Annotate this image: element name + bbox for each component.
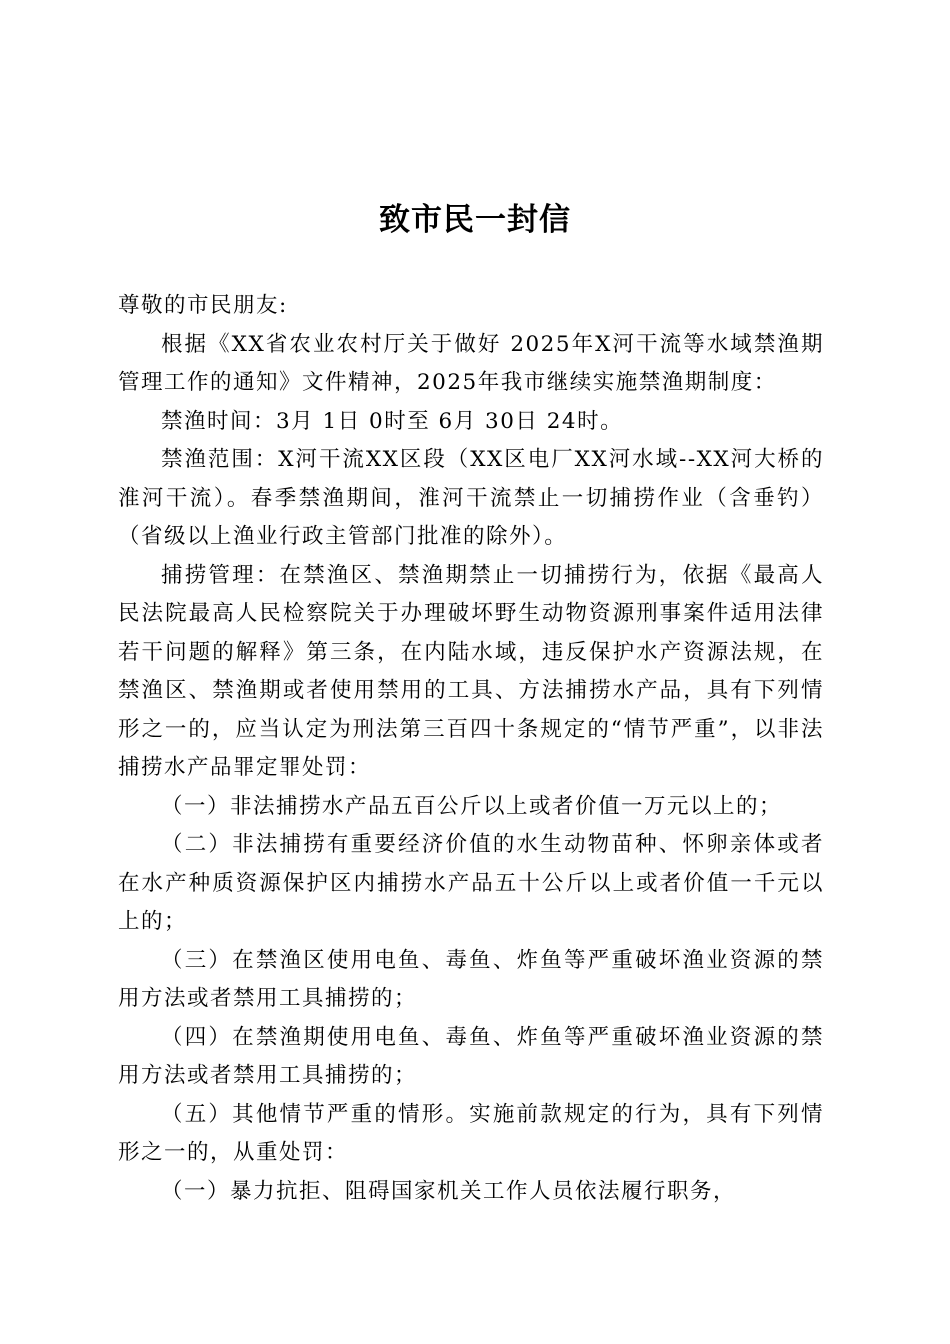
letter-title: 致市民一封信 [379,202,571,238]
aggravating-item-1: （一）暴力抗拒、阻碍国家机关工作人员依法履行职务， [161,1178,737,1204]
paragraph-basis: 根据《XX省农业农村厅关于做好 2025年X河干流等水域禁渔期管理工作的通知》文件精神，2025年我市继续实施禁渔期制度： [118,331,824,395]
clause-item-4: （四）在禁渔期使用电鱼、毒鱼、炸鱼等严重破坏渔业资源的禁用方法或者禁用工具捕捞的； [118,1024,824,1088]
letter-body [118,287,824,1211]
paragraph-ban-area: 禁渔范围：X河干流XX区段（XX区电厂XX河水域--XX河大桥的淮河干流）。春季禁渔期间，淮河干流禁止一切捕捞作业（含垂钓）（省级以上渔业行政主管部门批准的除外）。 [118,447,824,549]
clause-item-3: （三）在禁渔区使用电鱼、毒鱼、炸鱼等严重破坏渔业资源的禁用方法或者禁用工具捕捞的； [118,947,824,1011]
clause-item-2: （二）非法捕捞有重要经济价值的水生动物苗种、怀卵亲体或者在水产种质资源保护区内捕捞水产品五十公斤以上或者价值一千元以上的； [118,832,824,934]
clause-item-5: （五）其他情节严重的情形。实施前款规定的行为，具有下列情形之一的，从重处罚： [118,1101,824,1165]
paragraph-ban-period: 禁渔时间：3月 1日 0时至 6月 30日 24时。 [161,408,624,434]
paragraph-fishing-management: 捕捞管理：在禁渔区、禁渔期禁止一切捕捞行为，依据《最高人民法院最高人民检察院关于办理破坏野生动物资源刑事案件适用法律若干问题的解释》第三条，在内陆水域，违反保护水产资源法规，在禁渔区、禁渔期或者使用禁用的工具、方法捕捞水产品，具有下列情形之一的，应当认定为刑法第三百四十条规定的“情节严重”，以非法捕捞水产品罪定罪处罚： [118,562,824,780]
clause-item-1: （一）非法捕捞水产品五百公斤以上或者价值一万元以上的； [161,793,783,819]
salutation: 尊敬的市民朋友: [118,293,288,318]
